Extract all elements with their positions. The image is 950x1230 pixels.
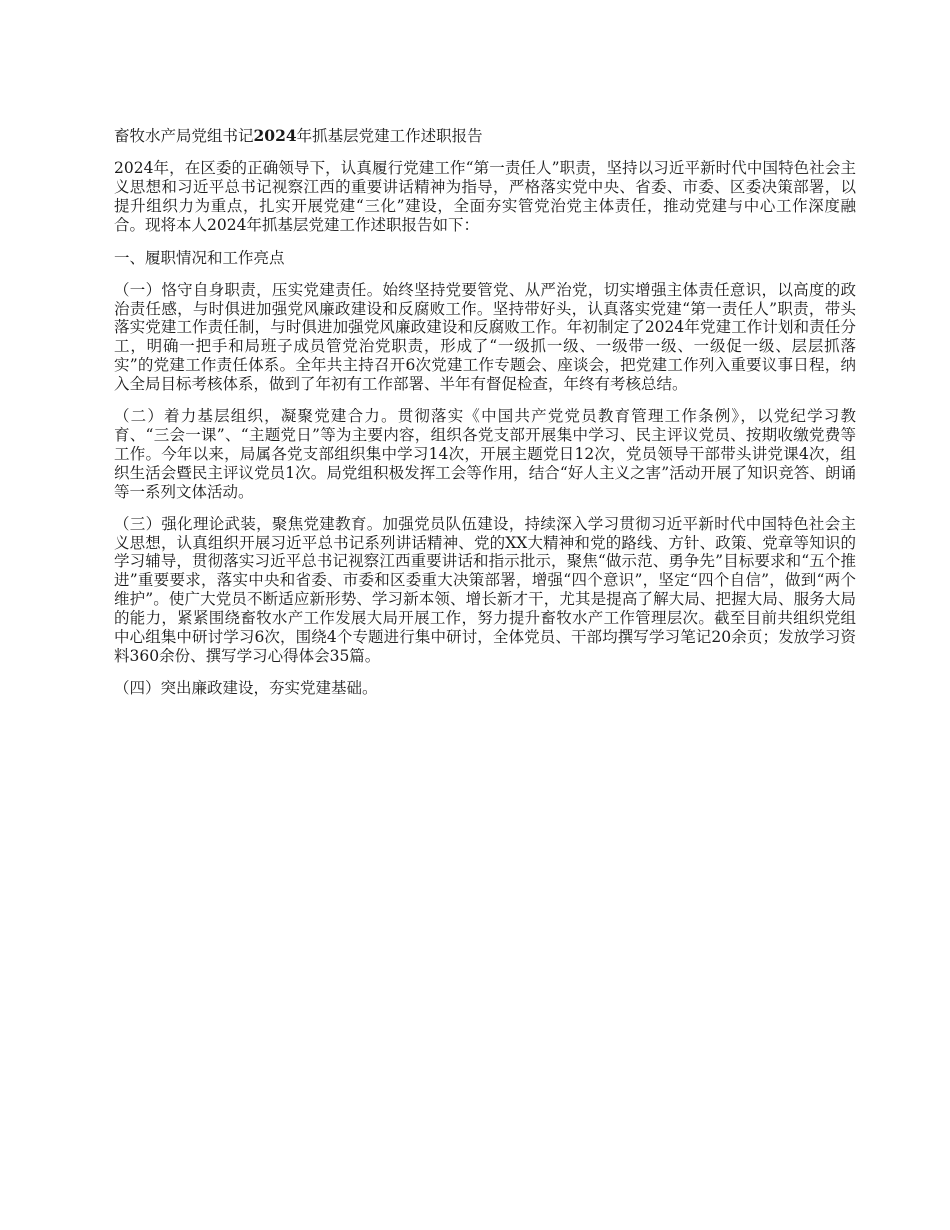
section-heading-1: 一、履职情况和工作亮点 xyxy=(114,248,285,267)
paragraph-duty-responsibility: （一）恪守自身职责，压实党建责任。始终坚持党要管党、从严治党，切实增强主体责任意识，以高度的政治责任感，与时俱进加强党风廉政建设和反腐败工作。坚持带好头，认真落实党建“第一责任人”职责，带头落实党建工作责任制，与时俱进加强党风廉政建设和反腐败工作。年初制定了2024年党建工作计划和责任分工，明确一把手和局班子成员管党治党职责，形成了“一级抓一级、一级带一级、一级促一级、层层抓落实”的党建工作责任体系。全年共主持召开6次党建工作专题会、座谈会，把党建工作列入重要议事日程，纳入全局目标考核体系，做到了年初有工作部署、半年有督促检查，年终有考核总结。 xyxy=(114,280,856,394)
paragraph-grassroots-organization: （二）着力基层组织，凝聚党建合力。贯彻落实《中国共产党党员教育管理工作条例》，以党纪学习教育、“三会一课”、“主题党日”等为主要内容，组织各党支部开展集中学习、民主评议党员、按期收缴党费等工作。今年以来，局属各党支部组织集中学习14次，开展主题党日12次，党员领导干部带头讲党课4次，组织生活会暨民主评议党员1次。局党组积极发挥工会等作用，结合“好人主义之害”活动开展了知识竞答、朗诵等一系列文体活动。 xyxy=(114,407,856,501)
intro-paragraph: 2024年，在区委的正确领导下，认真履行党建工作“第一责任人”职责，坚持以习近平新时代中国特色社会主义思想和习近平总书记视察江西的重要讲话精神为指导，严格落实党中央、省委、市委、区委决策部署，以提升组织力为重点，扎实开展党建“三化”建设，全面夯实管党治党主体责任，推动党建与中心工作深度融合。现将本人2024年抓基层党建工作述职报告如下： xyxy=(114,159,856,234)
title-suffix: 年抓基层党建工作述职报告 xyxy=(296,127,483,145)
title-year: 2024 xyxy=(253,126,297,145)
document-title xyxy=(114,126,856,146)
paragraph-theory-education: （三）强化理论武装，聚焦党建教育。加强党员队伍建设，持续深入学习贯彻习近平新时代中国特色社会主义思想，认真组织开展习近平总书记系列讲话精神、党的XX大精神和党的路线、方针、政策、党章等知识的学习辅导，贯彻落实习近平总书记视察江西重要讲话和指示批示，聚焦“做示范、勇争先”目标要求和“五个推进”重要要求，落实中央和省委、市委和区委重大决策部署，增强“四个意识”，坚定“四个自信”，做到“两个维护”。使广大党员不断适应新形势、学习新本领、增长新才干，尤其是提高了解大局、把握大局、服务大局的能力，紧紧围绕畜牧水产工作发展大局开展工作，努力提升畜牧水产工作管理层次。截至目前共组织党组中心组集中研讨学习6次，围绕4个专题进行集中研讨，全体党员、干部均撰写学习笔记20余页；发放学习资料360余份、撰写学习心得体会35篇。 xyxy=(114,514,856,665)
paragraph-integrity-building: （四）突出廉政建设，夯实党建基础。 xyxy=(114,678,378,697)
document-page xyxy=(114,126,856,711)
title-prefix: 畜牧水产局党组书记 xyxy=(114,127,254,145)
